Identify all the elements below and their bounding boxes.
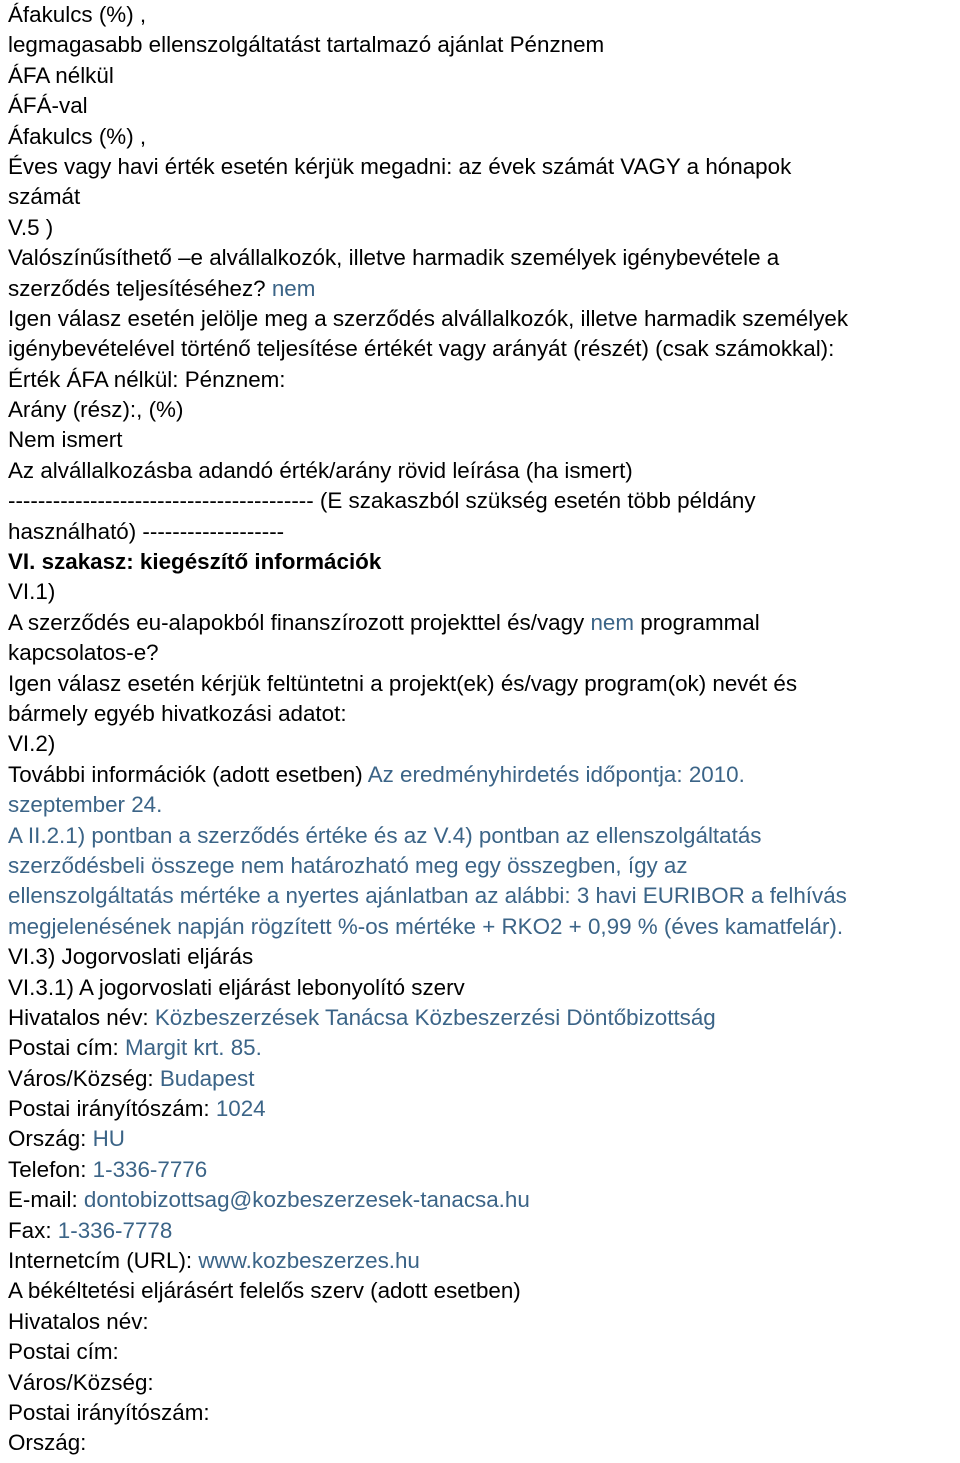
document-line: [8, 456, 960, 486]
document-line: [8, 1307, 960, 1337]
line-label: Internetcím (URL):: [8, 1248, 199, 1274]
document-line: [8, 425, 960, 455]
document-line: [8, 304, 960, 334]
line-label: használható) -------------------: [8, 518, 285, 544]
line-label: További információk (adott esetben): [8, 761, 368, 787]
document-body: [8, 0, 960, 1459]
document-line: [8, 1185, 960, 1215]
line-value: nem: [590, 609, 635, 635]
document-line: [8, 486, 960, 516]
document-line: [8, 577, 960, 607]
line-label: bármely egyéb hivatkozási adatot:: [8, 700, 347, 726]
line-value: dontobizottsag@kozbeszerzesek-tanacsa.hu: [83, 1187, 530, 1213]
document-line: [8, 152, 960, 182]
line-value: szeptember 24.: [8, 792, 163, 818]
line-value: megjelenésének napján rögzített %-os mértéke + RKO2 + 0,99 % (éves kamatfelár).: [8, 913, 844, 939]
line-label: ÁFA nélkül: [8, 62, 114, 88]
document-line: [8, 942, 960, 972]
line-label: kapcsolatos-e?: [8, 640, 159, 666]
line-label: Áfakulcs (%) ,: [8, 2, 147, 27]
section-heading: [8, 547, 960, 577]
line-label: igénybevételével történő teljesítése értékét vagy arányát (részét) (csak számokkal):: [8, 336, 835, 362]
document-line: [8, 973, 960, 1003]
document-line: [8, 91, 960, 121]
line-label: Ország:: [8, 1126, 93, 1152]
line-label: Valószínűsíthető –e alvállalkozók, illetve harmadik személyek igénybevétele a: [8, 245, 780, 271]
line-label: Arány (rész):, (%): [8, 397, 184, 423]
line-label: VI.2): [8, 731, 56, 757]
document-line: [8, 1246, 960, 1276]
line-value: 1-336-7778: [57, 1217, 173, 1243]
line-label: Fax:: [8, 1217, 58, 1243]
document-line: [8, 669, 960, 699]
document-line: [8, 1368, 960, 1398]
line-value: Budapest: [159, 1065, 255, 1091]
line-label: Hivatalos név:: [8, 1308, 149, 1334]
document-line: [8, 608, 960, 638]
document-line: [8, 760, 960, 790]
document-line: [8, 1216, 960, 1246]
section-heading-text: VI. szakasz: kiegészítő információk: [8, 549, 382, 575]
document-line: [8, 30, 960, 60]
line-label: Érték ÁFA nélkül: Pénznem:: [8, 366, 286, 392]
line-value: 1-336-7776: [92, 1156, 208, 1182]
line-label: Város/Község:: [8, 1369, 154, 1395]
document-line: [8, 122, 960, 152]
line-value: nem: [271, 275, 316, 301]
line-label: V.5 ): [8, 214, 54, 240]
line-label: A békéltetési eljárásért felelős szerv (adott esetben): [8, 1278, 521, 1304]
document-line: [8, 1003, 960, 1033]
document-line: [8, 821, 960, 851]
line-label: ----------------------------------------- (E szakaszból szükség esetén több példány: [8, 488, 756, 514]
document-line: [8, 1398, 960, 1428]
line-label: ÁFÁ-val: [8, 93, 88, 119]
line-value: ellenszolgáltatás mértéke a nyertes ajánlatban az alábbi: 3 havi EURIBOR a felhívás: [8, 883, 847, 909]
line-value: A II.2.1) pontban a szerződés értéke és az V.4) pontban az ellenszolgáltatás: [8, 822, 762, 848]
document-line: [8, 638, 960, 668]
document-line: [8, 61, 960, 91]
line-label: Éves vagy havi érték esetén kérjük megadni: az évek számát VAGY a hónapok: [8, 153, 792, 179]
line-label: VI.3) Jogorvoslati eljárás: [8, 944, 254, 970]
document-line: [8, 517, 960, 547]
line-label: Postai irányítószám:: [8, 1096, 216, 1122]
line-value: Margit krt. 85.: [124, 1035, 262, 1061]
line-label: Postai irányítószám:: [8, 1399, 210, 1425]
line-label: Ország:: [8, 1430, 87, 1456]
document-line: [8, 243, 960, 273]
document-line: [8, 1155, 960, 1185]
line-value: Az eredményhirdetés időpontja: 2010.: [367, 761, 745, 787]
line-label: Telefon:: [8, 1156, 93, 1182]
line-value: Közbeszerzések Tanácsa Közbeszerzési Döntőbizottság: [154, 1004, 716, 1030]
line-label: számát: [8, 184, 81, 210]
document-line: [8, 1428, 960, 1458]
document-line: [8, 1064, 960, 1094]
line-value: www.kozbeszerzes.hu: [198, 1248, 420, 1274]
line-label: szerződés teljesítéséhez?: [8, 275, 272, 301]
document-line: [8, 395, 960, 425]
document-line: [8, 334, 960, 364]
line-value: szerződésbeli összege nem határozható meg egy összegben, így az: [8, 852, 688, 878]
line-value: 1024: [215, 1096, 266, 1122]
line-label: Hivatalos név:: [8, 1004, 155, 1030]
document-line: [8, 912, 960, 942]
document-line: [8, 182, 960, 212]
line-label: Postai cím:: [8, 1035, 125, 1061]
line-label: Igen válasz esetén jelölje meg a szerződés alvállalkozók, illetve harmadik személyek: [8, 305, 849, 331]
line-label: E-mail:: [8, 1187, 84, 1213]
document-line: [8, 699, 960, 729]
document-line: [8, 729, 960, 759]
line-label: Postai cím:: [8, 1339, 119, 1365]
document-line: [8, 1124, 960, 1154]
line-label: A szerződés eu-alapokból finanszírozott projekttel és/vagy: [8, 609, 591, 635]
document-line: [8, 1276, 960, 1306]
document-line: [8, 881, 960, 911]
line-label: Áfakulcs (%) ,: [8, 123, 147, 149]
document-line: [8, 790, 960, 820]
document-line: [8, 851, 960, 881]
line-label: Igen válasz esetén kérjük feltüntetni a projekt(ek) és/vagy program(ok) nevét és: [8, 670, 798, 696]
line-label: Nem ismert: [8, 427, 123, 453]
document-line: [8, 1094, 960, 1124]
line-suffix: programmal: [634, 609, 760, 635]
line-label: Város/Község:: [8, 1065, 160, 1091]
line-value: HU: [92, 1126, 125, 1152]
line-label: VI.3.1) A jogorvoslati eljárást lebonyolító szerv: [8, 974, 465, 1000]
document-line: [8, 213, 960, 243]
document-line: [8, 274, 960, 304]
line-label: Az alvállalkozásba adandó érték/arány rövid leírása (ha ismert): [8, 457, 633, 483]
line-label: VI.1): [8, 579, 56, 605]
document-line: [8, 365, 960, 395]
line-label: legmagasabb ellenszolgáltatást tartalmazó ajánlat Pénznem: [8, 32, 605, 58]
document-line: [8, 1033, 960, 1063]
document-line: [8, 0, 960, 30]
document-line: [8, 1337, 960, 1367]
